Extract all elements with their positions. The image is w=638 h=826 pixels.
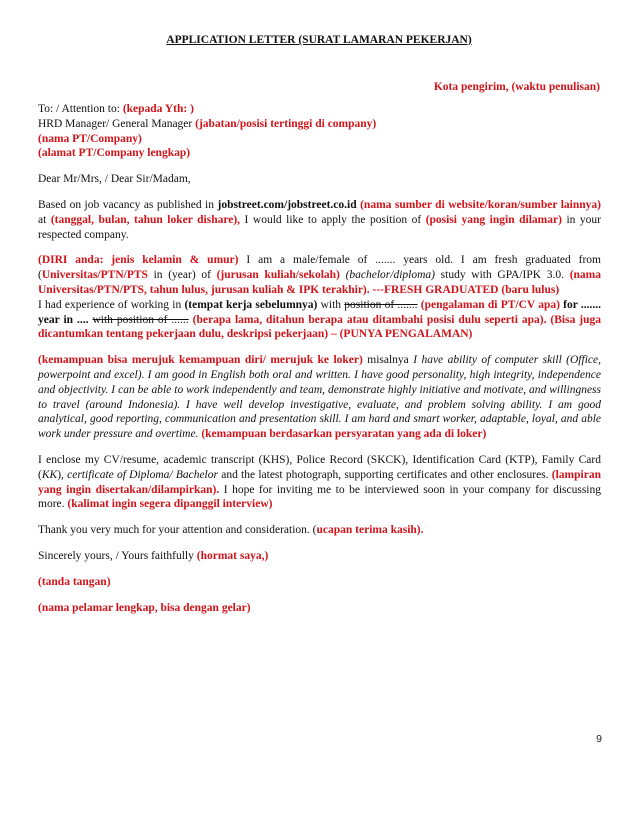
company-name: (nama PT/Company): [38, 132, 142, 145]
paragraph-ability: [38, 353, 601, 442]
self-note-6: (berapa lama, ditahun berapa atau ditambahi posisi dulu seperti apa). (Bisa juga dicantumkan tentang pekerjaan dulu, deskripsi pekerjaan) – (PUNYA PENGALAMAN): [38, 313, 602, 341]
vacancy-source: jobstreet.com/jobstreet.co.id: [217, 198, 357, 211]
to-prefix: To: / Attention to:: [38, 103, 123, 115]
self-note-4: (nama Universitas/PTN/PTS, tahun lulus, jurusan kuliah & IPK terakhir). ---FRESH GRADUATED (baru lulus): [38, 269, 601, 296]
self-bold-2: for ....... year in ....: [38, 298, 601, 326]
enclose-italic-1: KK: [41, 468, 58, 481]
self-note-3: (jurusan kuliah/sekolah): [216, 269, 340, 282]
enclose-note-2: (kalimat ingin segera dipanggil interview): [67, 498, 273, 511]
vacancy-note-3: (posisi yang ingin dilamar): [425, 213, 562, 226]
paragraph-vacancy: [38, 198, 601, 242]
self-italic-1: (bachelor/diploma): [345, 269, 435, 282]
self-note-5: (pengalaman di PT/CV apa): [420, 298, 560, 311]
self-bold-1: (tempat kerja sebelumnya): [184, 298, 318, 311]
self-note-1: (DIRI anda: jenis kelamin & umur): [38, 254, 239, 267]
applicant-full-name: (nama pelamar lengkap, bisa dengan gelar): [38, 601, 251, 614]
position-note: (jabatan/posisi tertinggi di company): [195, 117, 377, 130]
ability-text-1: misalnya: [362, 354, 414, 367]
self-note-2: Universitas/PTN/PTS: [41, 269, 148, 282]
closing-text-1: Sincerely yours, / Yours faithfully: [38, 549, 197, 562]
vacancy-note-2: (tanggal, bulan, tahun loker dishare),: [50, 213, 241, 226]
closing-line: [38, 549, 601, 564]
vacancy-text-1: Based on job vacancy as published in: [38, 198, 218, 211]
paragraph-self: [38, 253, 601, 342]
salutation: Dear Mr/Mrs, / Dear Sir/Madam,: [38, 173, 191, 186]
thanks-text-1: Thank you very much for your attention and consideration. (: [38, 524, 317, 537]
self-text-6: with: [317, 298, 345, 311]
thanks-note-1: ucapan terima kasih).: [316, 524, 424, 537]
self-text-2: in (year) of: [147, 269, 217, 282]
closing-note-1: (hormat saya,): [196, 549, 269, 562]
enclose-text-2: ),: [57, 468, 68, 481]
paragraph-enclose: [38, 453, 601, 512]
position-text: HRD Manager/ General Manager: [38, 117, 196, 130]
self-strike-2: with position of ......: [92, 313, 189, 326]
letter-body: [38, 102, 601, 626]
document-title: APPLICATION LETTER (SURAT LAMARAN PEKERJAN): [166, 34, 472, 46]
enclose-text-3: and the latest photograph, supporting certificates and other enclosures.: [217, 468, 552, 481]
vacancy-text-2: at: [38, 213, 51, 226]
enclose-text-1: I enclose my CV/resume, academic transcript (KHS), Police Record (SKCK), Identification Card (KTP), Family Card (: [38, 453, 601, 481]
recipient-block: [38, 102, 601, 161]
self-text-5: I had experience of working in: [38, 298, 185, 311]
company-address: (alamat PT/Company lengkap): [38, 147, 191, 160]
self-text-4: study with GPA/IPK 3.0.: [435, 269, 570, 282]
signature-placeholder: (tanda tangan): [38, 575, 111, 588]
vacancy-note-1: (nama sumber di website/koran/sumber lainnya): [356, 198, 602, 211]
self-strike-1: position of .......: [344, 298, 418, 311]
ability-italic-1: I have ability of computer skill (Office, powerpoint and excel). I am good in English both oral and written. I have good personality, high integrity, independence and objectivity. I can be able to work independently and team, demonstrate highly initiative and motivate, and willingness to travel (around Indonesia). I have well develop investigative, evaluate, and problem solving ability. I am good analytical, good reporting, communication and presentation skill. I am hard and smart worker, adaptable, loyal, and able work under pressure and overtime.: [38, 354, 601, 441]
vacancy-text-3: I would like to apply the position of: [240, 213, 426, 226]
self-text-1: I am a male/female of ....... years old. I am fresh graduated from (: [38, 254, 601, 282]
sender-line: Kota pengirim, (waktu penulisan): [433, 81, 600, 93]
ability-note-2: (kemampuan berdasarkan persyaratan yang ada di loker): [201, 428, 487, 441]
enclose-note-1: (lampiran yang ingin disertakan/dilampirkan).: [38, 468, 601, 496]
enclose-italic-2: certificate of Diploma/ Bachelor: [67, 468, 218, 481]
page-number: 9: [596, 733, 602, 745]
paragraph-thanks: [38, 523, 601, 538]
vacancy-text-4: in your respected company.: [38, 213, 601, 241]
enclose-text-4: I hope for inviting me to be interviewed soon in your company for discussing more.: [38, 483, 601, 511]
ability-note-1: (kemampuan bisa merujuk kemampuan diri/ merujuk ke loker): [38, 354, 363, 367]
to-note: (kepada Yth: ): [122, 103, 194, 115]
